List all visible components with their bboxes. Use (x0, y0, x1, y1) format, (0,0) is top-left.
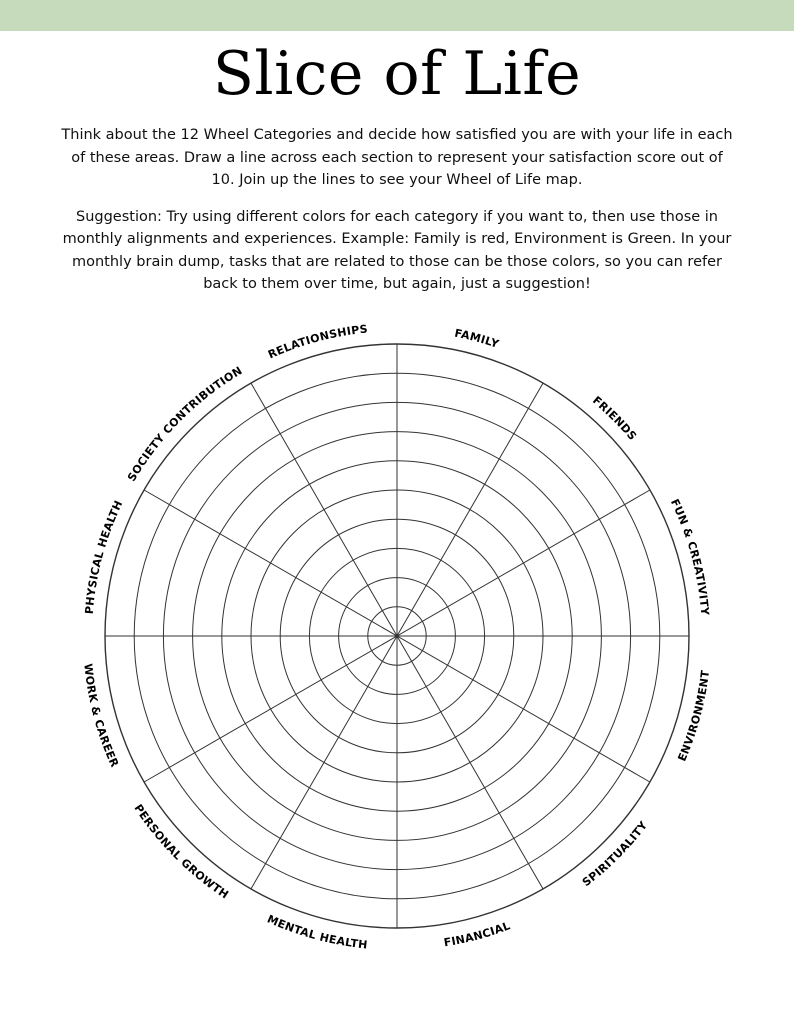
category-label-financial: FINANCIAL (442, 919, 513, 950)
category-label-physical-health: PHYSICAL HEALTH (82, 498, 126, 615)
category-label-mental-health: MENTAL HEALTH (265, 912, 369, 952)
category-label-friends: FRIENDS (590, 393, 640, 443)
category-label-society-contribution: SOCIETY CONTRIBUTION (125, 364, 245, 484)
wheel-spokes (105, 344, 689, 928)
header-accent-bar (0, 0, 794, 31)
instructions (60, 124, 734, 310)
category-label-fun-creativity: FUN & CREATIVITY (667, 497, 712, 617)
instructions-paragraph: Think about the 12 Wheel Categories and decide how satisfied you are with your life in each of these areas. Draw a line across each section to represent your satisfaction score out of 10. Join up the lines to see your Wheel of Life map. (61, 127, 733, 188)
wheel-of-life (0, 300, 794, 1027)
category-label-spirituality: SPIRITUALITY (579, 818, 651, 890)
category-label-work-career: WORK & CAREER (81, 662, 122, 770)
suggestion-paragraph: Suggestion: Try using different colors for each category if you want to, then use those in monthly alignments and experiences. Example: Family is red, Environment is Green. In your monthly brain dump, tasks that are related to those can be those colors, so you can refer back to them over time, but again, just a suggestion! (62, 208, 732, 292)
page-title: Slice of Life (212, 39, 582, 109)
category-label-family: FAMILY (453, 326, 501, 351)
category-label-personal-growth: PERSONAL GROWTH (131, 801, 232, 902)
category-label-relationships: RELATIONSHIPS (266, 322, 369, 362)
category-label-environment: ENVIRONMENT (675, 669, 713, 764)
